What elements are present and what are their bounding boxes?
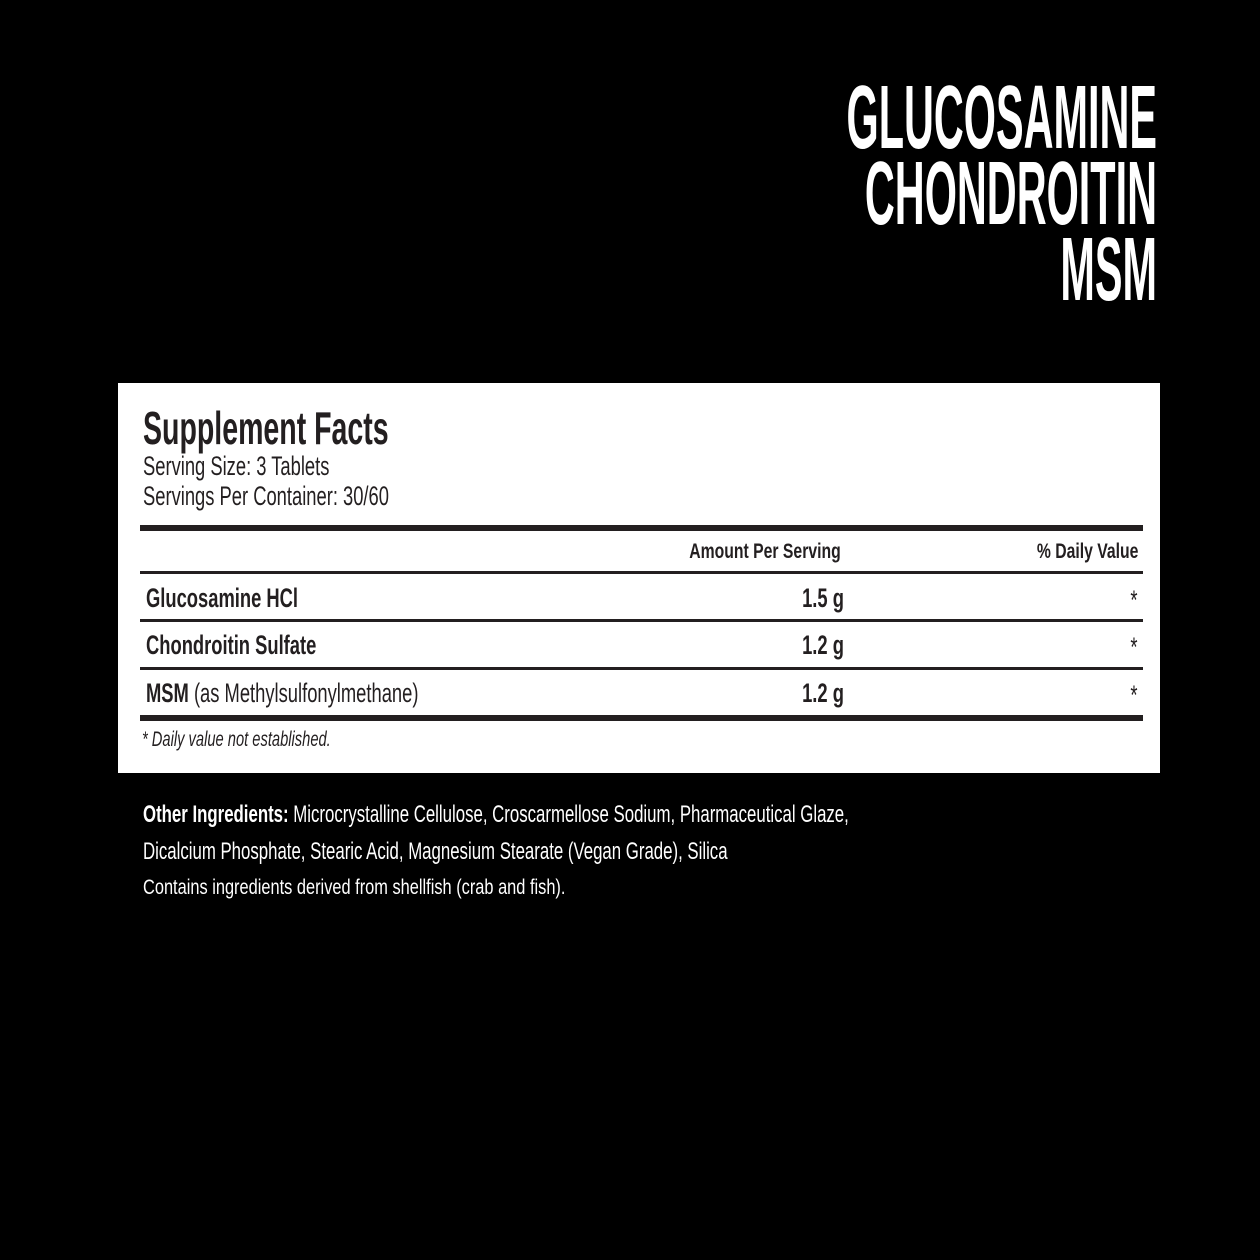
header-divider-rule [140,571,1143,574]
serving-size-text: Serving Size: 3 Tablets [143,451,330,481]
daily-value-footnote: * Daily value not established. [142,728,331,751]
row-daily-value-chondroitin: * [1130,632,1138,662]
row-name-text: Chondroitin Sulfate [146,630,317,660]
row-name-glucosamine [146,585,298,612]
row-name-detail: (as Methylsulfonylmethane) [188,678,419,708]
servings-per-container-text: Servings Per Container: 30/60 [143,481,389,511]
product-title-line-3: MSM [1060,220,1157,320]
allergen-statement: Contains ingredients derived from shellfish (crab and fish). [143,876,566,899]
row-name-text: MSM [146,678,189,708]
top-thick-rule [140,525,1143,531]
row-name-chondroitin [146,632,316,659]
row-daily-value-msm: * [1130,680,1138,710]
product-title-line-2: CHONDROITIN [864,144,1157,244]
column-header-amount: Amount Per Serving [689,540,841,563]
row-amount-msm: 1.2 g [802,678,844,708]
product-title [482,68,1157,320]
row-amount-glucosamine: 1.5 g [802,583,844,613]
row-divider-rule [140,619,1143,622]
row-daily-value-glucosamine: * [1130,585,1138,615]
row-divider-rule [140,667,1143,670]
other-ingredients-label: Other Ingredients: [143,801,289,828]
other-ingredients-line-2: Dicalcium Phosphate, Stearic Acid, Magnesium Stearate (Vegan Grade), Silica [143,838,728,865]
bottom-thick-rule [140,715,1143,721]
row-name-msm [146,680,418,707]
other-ingredients-text: Microcrystalline Cellulose, Croscarmellose Sodium, Pharmaceutical Glaze, [288,801,849,828]
supplement-facts-panel [118,383,1160,773]
product-title-line-1: GLUCOSAMINE [846,68,1157,168]
column-header-daily-value: % Daily Value [1036,540,1138,563]
supplement-facts-heading: Supplement Facts [143,402,389,454]
other-ingredients-line-1 [143,803,849,827]
row-amount-chondroitin: 1.2 g [802,630,844,660]
row-name-text: Glucosamine HCl [146,583,299,613]
